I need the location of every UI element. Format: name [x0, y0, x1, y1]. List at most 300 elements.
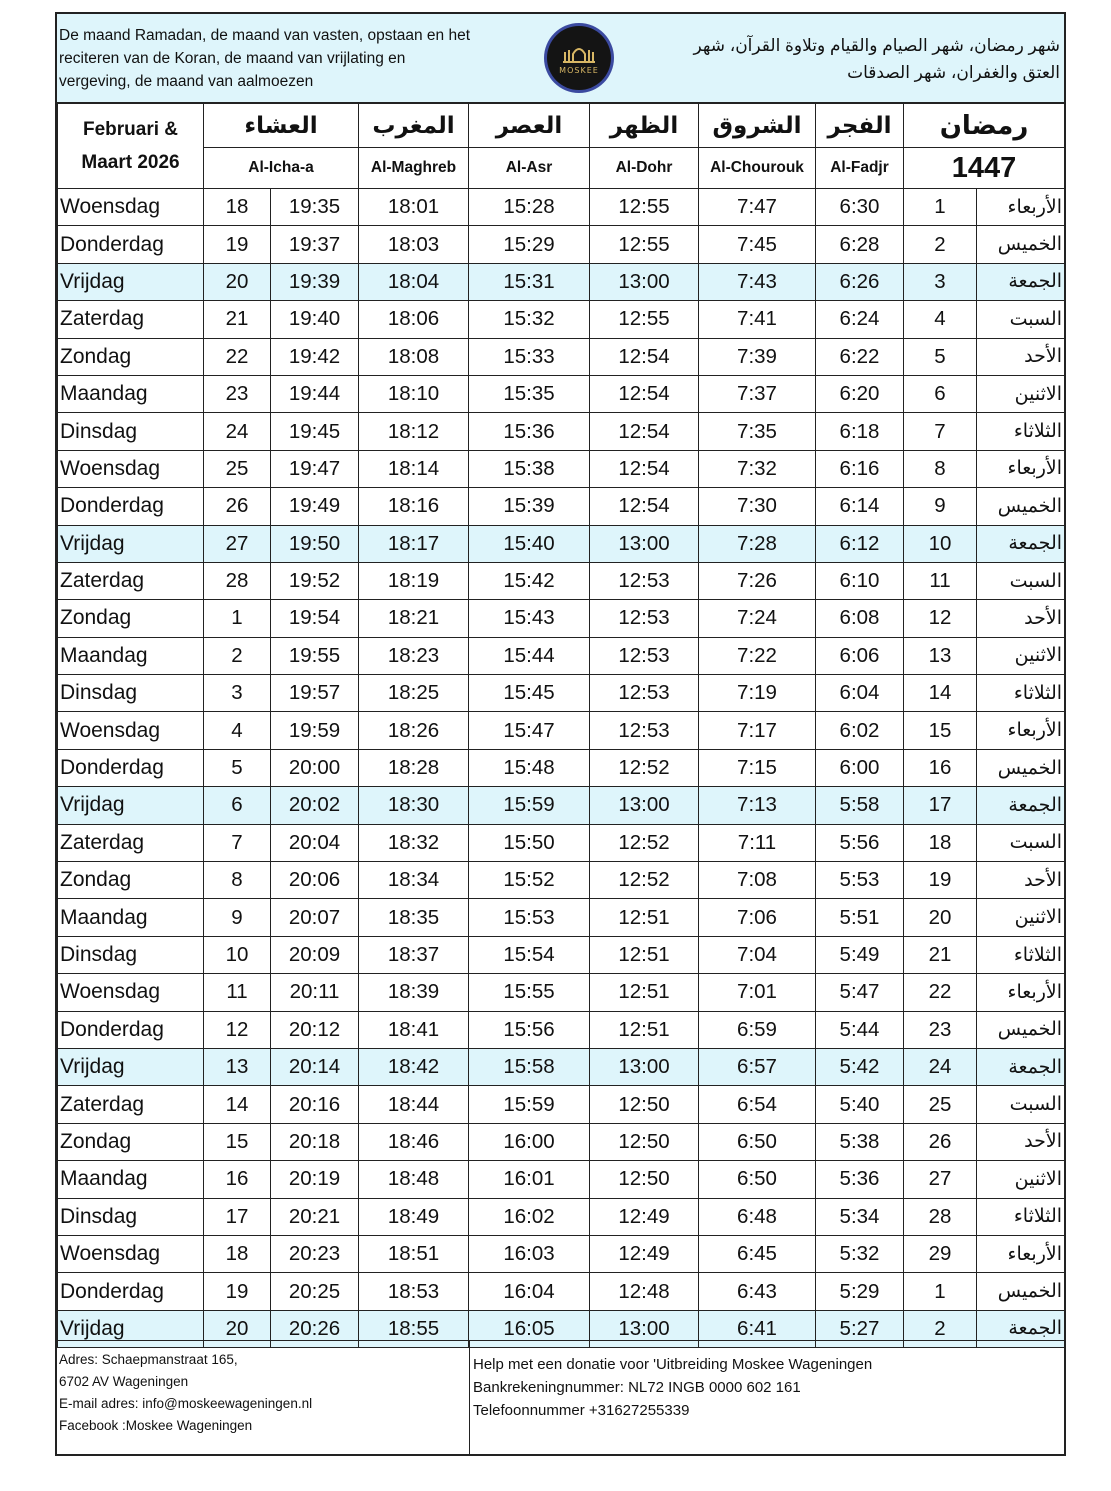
chourouk-time: 6:59 — [699, 1011, 816, 1048]
footer — [57, 1340, 1064, 1454]
gregorian-date: 7 — [204, 824, 271, 861]
isha-time: 19:55 — [271, 637, 359, 674]
maghreb-time: 18:17 — [359, 525, 469, 562]
gregorian-date: 1 — [204, 600, 271, 637]
arabic-day-name: الاثنين — [977, 899, 1065, 936]
logo-text: MOSKEE — [559, 65, 599, 75]
chourouk-time: 7:19 — [699, 675, 816, 712]
arabic-day-name: الأربعاء — [977, 1235, 1065, 1272]
asr-time: 15:29 — [469, 226, 590, 263]
arabic-day-name: الاثنين — [977, 637, 1065, 674]
asr-time: 15:54 — [469, 936, 590, 973]
day-name: Maandag — [58, 637, 204, 674]
isha-time: 19:42 — [271, 338, 359, 375]
chourouk-time: 7:01 — [699, 974, 816, 1011]
dohr-time: 12:50 — [590, 1161, 699, 1198]
dohr-time: 12:54 — [590, 450, 699, 487]
maghreb-time: 18:32 — [359, 824, 469, 861]
arabic-day-name: الثلاثاء — [977, 936, 1065, 973]
isha-time: 19:35 — [271, 189, 359, 226]
asr-time: 15:35 — [469, 375, 590, 412]
asr-time: 15:33 — [469, 338, 590, 375]
gregorian-date: 23 — [204, 375, 271, 412]
isha-time: 19:37 — [271, 226, 359, 263]
fadjr-time: 6:04 — [816, 675, 904, 712]
asr-time: 16:00 — [469, 1123, 590, 1160]
arabic-day-name: الخميس — [977, 1011, 1065, 1048]
day-name: Zondag — [58, 338, 204, 375]
ramadan-day: 2 — [904, 1310, 977, 1347]
maghreb-time: 18:21 — [359, 600, 469, 637]
fadjr-time: 6:30 — [816, 189, 904, 226]
ramadan-day: 12 — [904, 600, 977, 637]
asr-time: 15:40 — [469, 525, 590, 562]
chourouk-time: 7:32 — [699, 450, 816, 487]
gregorian-date: 27 — [204, 525, 271, 562]
ramadan-day: 15 — [904, 712, 977, 749]
day-name: Dinsdag — [58, 1198, 204, 1235]
dohr-time: 12:53 — [590, 600, 699, 637]
dohr-time: 12:51 — [590, 974, 699, 1011]
email-address: E-mail adres: info@moskeewageningen.nl — [59, 1396, 313, 1411]
arabic-day-name: الثلاثاء — [977, 1198, 1065, 1235]
month-label-line1: Februari & — [82, 118, 179, 140]
arabic-day-name: الثلاثاء — [977, 413, 1065, 450]
isha-time: 20:00 — [271, 749, 359, 786]
table-row — [58, 1011, 1065, 1048]
table-row — [58, 712, 1065, 749]
gregorian-date: 25 — [204, 450, 271, 487]
address-line1: Adres: Schaepmanstraat 165, — [59, 1352, 238, 1367]
isha-time: 20:19 — [271, 1161, 359, 1198]
chourouk-time: 7:17 — [699, 712, 816, 749]
arabic-day-name: الأربعاء — [977, 450, 1065, 487]
maghreb-time: 18:26 — [359, 712, 469, 749]
fadjr-time: 5:44 — [816, 1011, 904, 1048]
table-row — [58, 450, 1065, 487]
fadjr-time: 5:58 — [816, 787, 904, 824]
chourouk-time: 7:41 — [699, 301, 816, 338]
mosque-logo — [547, 26, 611, 90]
fadjr-time: 6:14 — [816, 488, 904, 525]
chourouk-time: 7:45 — [699, 226, 816, 263]
gregorian-date: 4 — [204, 712, 271, 749]
isha-time: 20:07 — [271, 899, 359, 936]
ramadan-day: 14 — [904, 675, 977, 712]
dohr-time: 12:52 — [590, 749, 699, 786]
table-row — [58, 787, 1065, 824]
asr-time: 16:03 — [469, 1235, 590, 1272]
chourouk-time: 7:39 — [699, 338, 816, 375]
chourouk-time: 7:35 — [699, 413, 816, 450]
ramadan-day: 17 — [904, 787, 977, 824]
maghreb-time: 18:30 — [359, 787, 469, 824]
maghreb-time: 18:37 — [359, 936, 469, 973]
dohr-time: 12:53 — [590, 712, 699, 749]
isha-time: 20:21 — [271, 1198, 359, 1235]
arabic-day-name: الثلاثاء — [977, 675, 1065, 712]
table-row — [58, 226, 1065, 263]
footer-donation — [473, 1353, 1053, 1422]
dohr-time: 12:54 — [590, 338, 699, 375]
maghreb-time: 18:16 — [359, 488, 469, 525]
gregorian-date: 10 — [204, 936, 271, 973]
fadjr-time: 6:18 — [816, 413, 904, 450]
asr-time: 16:04 — [469, 1273, 590, 1310]
ramadan-day: 25 — [904, 1086, 977, 1123]
ramadan-day: 20 — [904, 899, 977, 936]
maghreb-time: 18:03 — [359, 226, 469, 263]
dohr-time: 13:00 — [590, 525, 699, 562]
ramadan-day: 11 — [904, 562, 977, 599]
timetable — [57, 102, 1064, 1348]
asr-time: 15:52 — [469, 862, 590, 899]
dohr-time: 12:51 — [590, 936, 699, 973]
table-row — [58, 862, 1065, 899]
ramadan-day: 22 — [904, 974, 977, 1011]
ramadan-day: 18 — [904, 824, 977, 861]
day-name: Donderdag — [58, 226, 204, 263]
chourouk-time: 7:26 — [699, 562, 816, 599]
isha-time: 19:49 — [271, 488, 359, 525]
maghreb-time: 18:48 — [359, 1161, 469, 1198]
chourouk-time: 6:50 — [699, 1123, 816, 1160]
table-row — [58, 263, 1065, 300]
gregorian-date: 20 — [204, 1310, 271, 1347]
ramadan-day: 3 — [904, 263, 977, 300]
fadjr-time: 6:08 — [816, 600, 904, 637]
arabic-day-name: الأربعاء — [977, 189, 1065, 226]
arabic-day-name: السبت — [977, 301, 1065, 338]
fadjr-time: 5:36 — [816, 1161, 904, 1198]
fadjr-time: 5:53 — [816, 862, 904, 899]
isha-time: 20:26 — [271, 1310, 359, 1347]
isha-time: 20:02 — [271, 787, 359, 824]
ramadan-day: 8 — [904, 450, 977, 487]
gregorian-date: 28 — [204, 562, 271, 599]
ramadan-day: 7 — [904, 413, 977, 450]
gregorian-date: 26 — [204, 488, 271, 525]
asr-time: 15:55 — [469, 974, 590, 1011]
footer-divider — [469, 1341, 470, 1454]
chourouk-time: 7:28 — [699, 525, 816, 562]
isha-time: 20:11 — [271, 974, 359, 1011]
asr-time: 15:38 — [469, 450, 590, 487]
gregorian-date: 14 — [204, 1086, 271, 1123]
fadjr-time: 5:34 — [816, 1198, 904, 1235]
asr-time: 16:02 — [469, 1198, 590, 1235]
isha-time: 19:50 — [271, 525, 359, 562]
ramadan-day: 5 — [904, 338, 977, 375]
month-label — [58, 103, 204, 189]
day-name: Zaterdag — [58, 1086, 204, 1123]
arabic-day-name: الخميس — [977, 1273, 1065, 1310]
day-name: Woensdag — [58, 974, 204, 1011]
chourouk-time: 7:22 — [699, 637, 816, 674]
day-name: Vrijdag — [58, 787, 204, 824]
day-name: Zaterdag — [58, 824, 204, 861]
isha-time: 20:14 — [271, 1048, 359, 1085]
asr-time: 15:58 — [469, 1048, 590, 1085]
asr-time: 15:43 — [469, 600, 590, 637]
isha-time: 19:40 — [271, 301, 359, 338]
asr-time: 15:45 — [469, 675, 590, 712]
arabic-day-name: الأحد — [977, 1123, 1065, 1160]
day-name: Maandag — [58, 1161, 204, 1198]
chourouk-time: 7:30 — [699, 488, 816, 525]
isha-time: 20:06 — [271, 862, 359, 899]
maghreb-time: 18:49 — [359, 1198, 469, 1235]
maghreb-time: 18:34 — [359, 862, 469, 899]
day-name: Dinsdag — [58, 675, 204, 712]
arabic-day-name: الجمعة — [977, 787, 1065, 824]
dohr-time: 12:55 — [590, 226, 699, 263]
ramadan-day: 13 — [904, 637, 977, 674]
maghreb-time: 18:14 — [359, 450, 469, 487]
day-name: Zondag — [58, 600, 204, 637]
fadjr-time: 6:24 — [816, 301, 904, 338]
ramadan-day: 10 — [904, 525, 977, 562]
ramadan-day: 27 — [904, 1161, 977, 1198]
asr-time: 15:39 — [469, 488, 590, 525]
gregorian-date: 11 — [204, 974, 271, 1011]
col-maghreb-lat: Al-Maghreb — [359, 148, 469, 189]
day-name: Zondag — [58, 862, 204, 899]
fadjr-time: 6:20 — [816, 375, 904, 412]
arabic-day-name: الجمعة — [977, 1048, 1065, 1085]
timetable-body — [58, 189, 1065, 1348]
gregorian-date: 19 — [204, 1273, 271, 1310]
gregorian-date: 18 — [204, 1235, 271, 1272]
asr-time: 15:42 — [469, 562, 590, 599]
col-maghreb-ar: المغرب — [359, 103, 469, 148]
arabic-day-name: الخميس — [977, 226, 1065, 263]
gregorian-date: 15 — [204, 1123, 271, 1160]
day-name: Maandag — [58, 375, 204, 412]
asr-time: 15:28 — [469, 189, 590, 226]
ramadan-label-ar: رمضان — [904, 103, 1065, 148]
gregorian-date: 13 — [204, 1048, 271, 1085]
dohr-time: 12:52 — [590, 862, 699, 899]
ramadan-day: 6 — [904, 375, 977, 412]
maghreb-time: 18:39 — [359, 974, 469, 1011]
col-chourouk-lat: Al-Chourouk — [699, 148, 816, 189]
arabic-day-name: الأربعاء — [977, 974, 1065, 1011]
dohr-time: 12:54 — [590, 375, 699, 412]
maghreb-time: 18:42 — [359, 1048, 469, 1085]
maghreb-time: 18:55 — [359, 1310, 469, 1347]
chourouk-time: 7:11 — [699, 824, 816, 861]
table-row — [58, 1161, 1065, 1198]
ramadan-day: 16 — [904, 749, 977, 786]
arabic-day-name: الجمعة — [977, 525, 1065, 562]
day-name: Woensdag — [58, 450, 204, 487]
table-row — [58, 488, 1065, 525]
isha-time: 19:45 — [271, 413, 359, 450]
isha-time: 19:59 — [271, 712, 359, 749]
day-name: Donderdag — [58, 488, 204, 525]
fadjr-time: 6:22 — [816, 338, 904, 375]
arabic-day-name: السبت — [977, 824, 1065, 861]
ramadan-day: 2 — [904, 226, 977, 263]
maghreb-time: 18:28 — [359, 749, 469, 786]
asr-time: 15:36 — [469, 413, 590, 450]
day-name: Woensdag — [58, 712, 204, 749]
arabic-day-name: الخميس — [977, 488, 1065, 525]
table-row — [58, 899, 1065, 936]
maghreb-time: 18:23 — [359, 637, 469, 674]
day-name: Zaterdag — [58, 301, 204, 338]
gregorian-date: 5 — [204, 749, 271, 786]
isha-time: 19:54 — [271, 600, 359, 637]
asr-time: 15:50 — [469, 824, 590, 861]
chourouk-time: 7:08 — [699, 862, 816, 899]
address-line2: 6702 AV Wageningen — [59, 1374, 189, 1389]
maghreb-time: 18:44 — [359, 1086, 469, 1123]
isha-time: 20:12 — [271, 1011, 359, 1048]
dohr-time: 13:00 — [590, 1310, 699, 1347]
fadjr-time: 6:10 — [816, 562, 904, 599]
asr-time: 15:32 — [469, 301, 590, 338]
chourouk-time: 7:43 — [699, 263, 816, 300]
fadjr-time: 5:27 — [816, 1310, 904, 1347]
gregorian-date: 9 — [204, 899, 271, 936]
isha-time: 20:25 — [271, 1273, 359, 1310]
table-row — [58, 189, 1065, 226]
fadjr-time: 6:28 — [816, 226, 904, 263]
fadjr-time: 5:29 — [816, 1273, 904, 1310]
gregorian-date: 24 — [204, 413, 271, 450]
table-row — [58, 600, 1065, 637]
isha-time: 20:23 — [271, 1235, 359, 1272]
ramadan-year: 1447 — [904, 148, 1065, 189]
ramadan-day: 9 — [904, 488, 977, 525]
table-row — [58, 1048, 1065, 1085]
day-name: Maandag — [58, 899, 204, 936]
maghreb-time: 18:12 — [359, 413, 469, 450]
col-asr-lat: Al-Asr — [469, 148, 590, 189]
gregorian-date: 20 — [204, 263, 271, 300]
table-row — [58, 525, 1065, 562]
dohr-time: 12:53 — [590, 562, 699, 599]
dohr-time: 12:50 — [590, 1123, 699, 1160]
fadjr-time: 5:32 — [816, 1235, 904, 1272]
chourouk-time: 6:48 — [699, 1198, 816, 1235]
asr-time: 16:01 — [469, 1161, 590, 1198]
table-row — [58, 1198, 1065, 1235]
asr-time: 15:48 — [469, 749, 590, 786]
ramadan-day: 1 — [904, 1273, 977, 1310]
col-isha-ar: العشاء — [204, 103, 359, 148]
chourouk-time: 7:37 — [699, 375, 816, 412]
chourouk-time: 6:45 — [699, 1235, 816, 1272]
isha-time: 19:47 — [271, 450, 359, 487]
gregorian-date: 3 — [204, 675, 271, 712]
ramadan-day: 28 — [904, 1198, 977, 1235]
gregorian-date: 16 — [204, 1161, 271, 1198]
table-row — [58, 974, 1065, 1011]
day-name: Vrijdag — [58, 1310, 204, 1347]
day-name: Woensdag — [58, 189, 204, 226]
maghreb-time: 18:08 — [359, 338, 469, 375]
table-row — [58, 301, 1065, 338]
asr-time: 15:59 — [469, 1086, 590, 1123]
arabic-day-name: الجمعة — [977, 263, 1065, 300]
chourouk-time: 6:43 — [699, 1273, 816, 1310]
maghreb-time: 18:10 — [359, 375, 469, 412]
day-name: Woensdag — [58, 1235, 204, 1272]
dohr-time: 12:55 — [590, 301, 699, 338]
chourouk-time: 7:13 — [699, 787, 816, 824]
fadjr-time: 5:47 — [816, 974, 904, 1011]
facebook-page: Facebook :Moskee Wageningen — [59, 1418, 253, 1433]
ramadan-day: 4 — [904, 301, 977, 338]
dohr-time: 12:48 — [590, 1273, 699, 1310]
fadjr-time: 5:38 — [816, 1123, 904, 1160]
chourouk-time: 7:24 — [699, 600, 816, 637]
table-row — [58, 675, 1065, 712]
fadjr-time: 5:49 — [816, 936, 904, 973]
fadjr-time: 6:16 — [816, 450, 904, 487]
ramadan-day: 26 — [904, 1123, 977, 1160]
maghreb-time: 18:51 — [359, 1235, 469, 1272]
maghreb-time: 18:01 — [359, 189, 469, 226]
gregorian-date: 12 — [204, 1011, 271, 1048]
isha-time: 19:52 — [271, 562, 359, 599]
header-arabic-text: شهر رمضان، شهر الصيام والقيام وتلاوة القرآن، شهر العتق والغفران، شهر الصدقات — [693, 36, 1060, 82]
dohr-time: 12:50 — [590, 1086, 699, 1123]
arabic-day-name: الأحد — [977, 338, 1065, 375]
day-name: Vrijdag — [58, 263, 204, 300]
fadjr-time: 5:40 — [816, 1086, 904, 1123]
gregorian-date: 6 — [204, 787, 271, 824]
asr-time: 15:47 — [469, 712, 590, 749]
chourouk-time: 7:15 — [699, 749, 816, 786]
chourouk-time: 6:41 — [699, 1310, 816, 1347]
day-name: Vrijdag — [58, 525, 204, 562]
maghreb-time: 18:53 — [359, 1273, 469, 1310]
isha-time: 19:57 — [271, 675, 359, 712]
maghreb-time: 18:46 — [359, 1123, 469, 1160]
day-name: Donderdag — [58, 1011, 204, 1048]
arabic-day-name: الأربعاء — [977, 712, 1065, 749]
ramadan-day: 19 — [904, 862, 977, 899]
table-row — [58, 1123, 1065, 1160]
header-banner — [57, 14, 1064, 104]
asr-time: 15:59 — [469, 787, 590, 824]
mosque-dome-icon — [561, 42, 597, 64]
donation-text: Help met een donatie voor 'Uitbreiding Moskee Wageningen — [473, 1356, 873, 1373]
fadjr-time: 5:51 — [816, 899, 904, 936]
asr-time: 16:05 — [469, 1310, 590, 1347]
dohr-time: 12:49 — [590, 1235, 699, 1272]
asr-time: 15:31 — [469, 263, 590, 300]
table-row — [58, 749, 1065, 786]
table-row — [58, 1273, 1065, 1310]
fadjr-time: 6:26 — [816, 263, 904, 300]
table-row — [58, 562, 1065, 599]
isha-time: 19:39 — [271, 263, 359, 300]
arabic-day-name: الجمعة — [977, 1310, 1065, 1347]
chourouk-time: 7:06 — [699, 899, 816, 936]
chourouk-time: 7:47 — [699, 189, 816, 226]
dohr-time: 12:51 — [590, 1011, 699, 1048]
gregorian-date: 18 — [204, 189, 271, 226]
chourouk-time: 6:57 — [699, 1048, 816, 1085]
day-name: Donderdag — [58, 1273, 204, 1310]
fadjr-time: 5:42 — [816, 1048, 904, 1085]
asr-time: 15:44 — [469, 637, 590, 674]
